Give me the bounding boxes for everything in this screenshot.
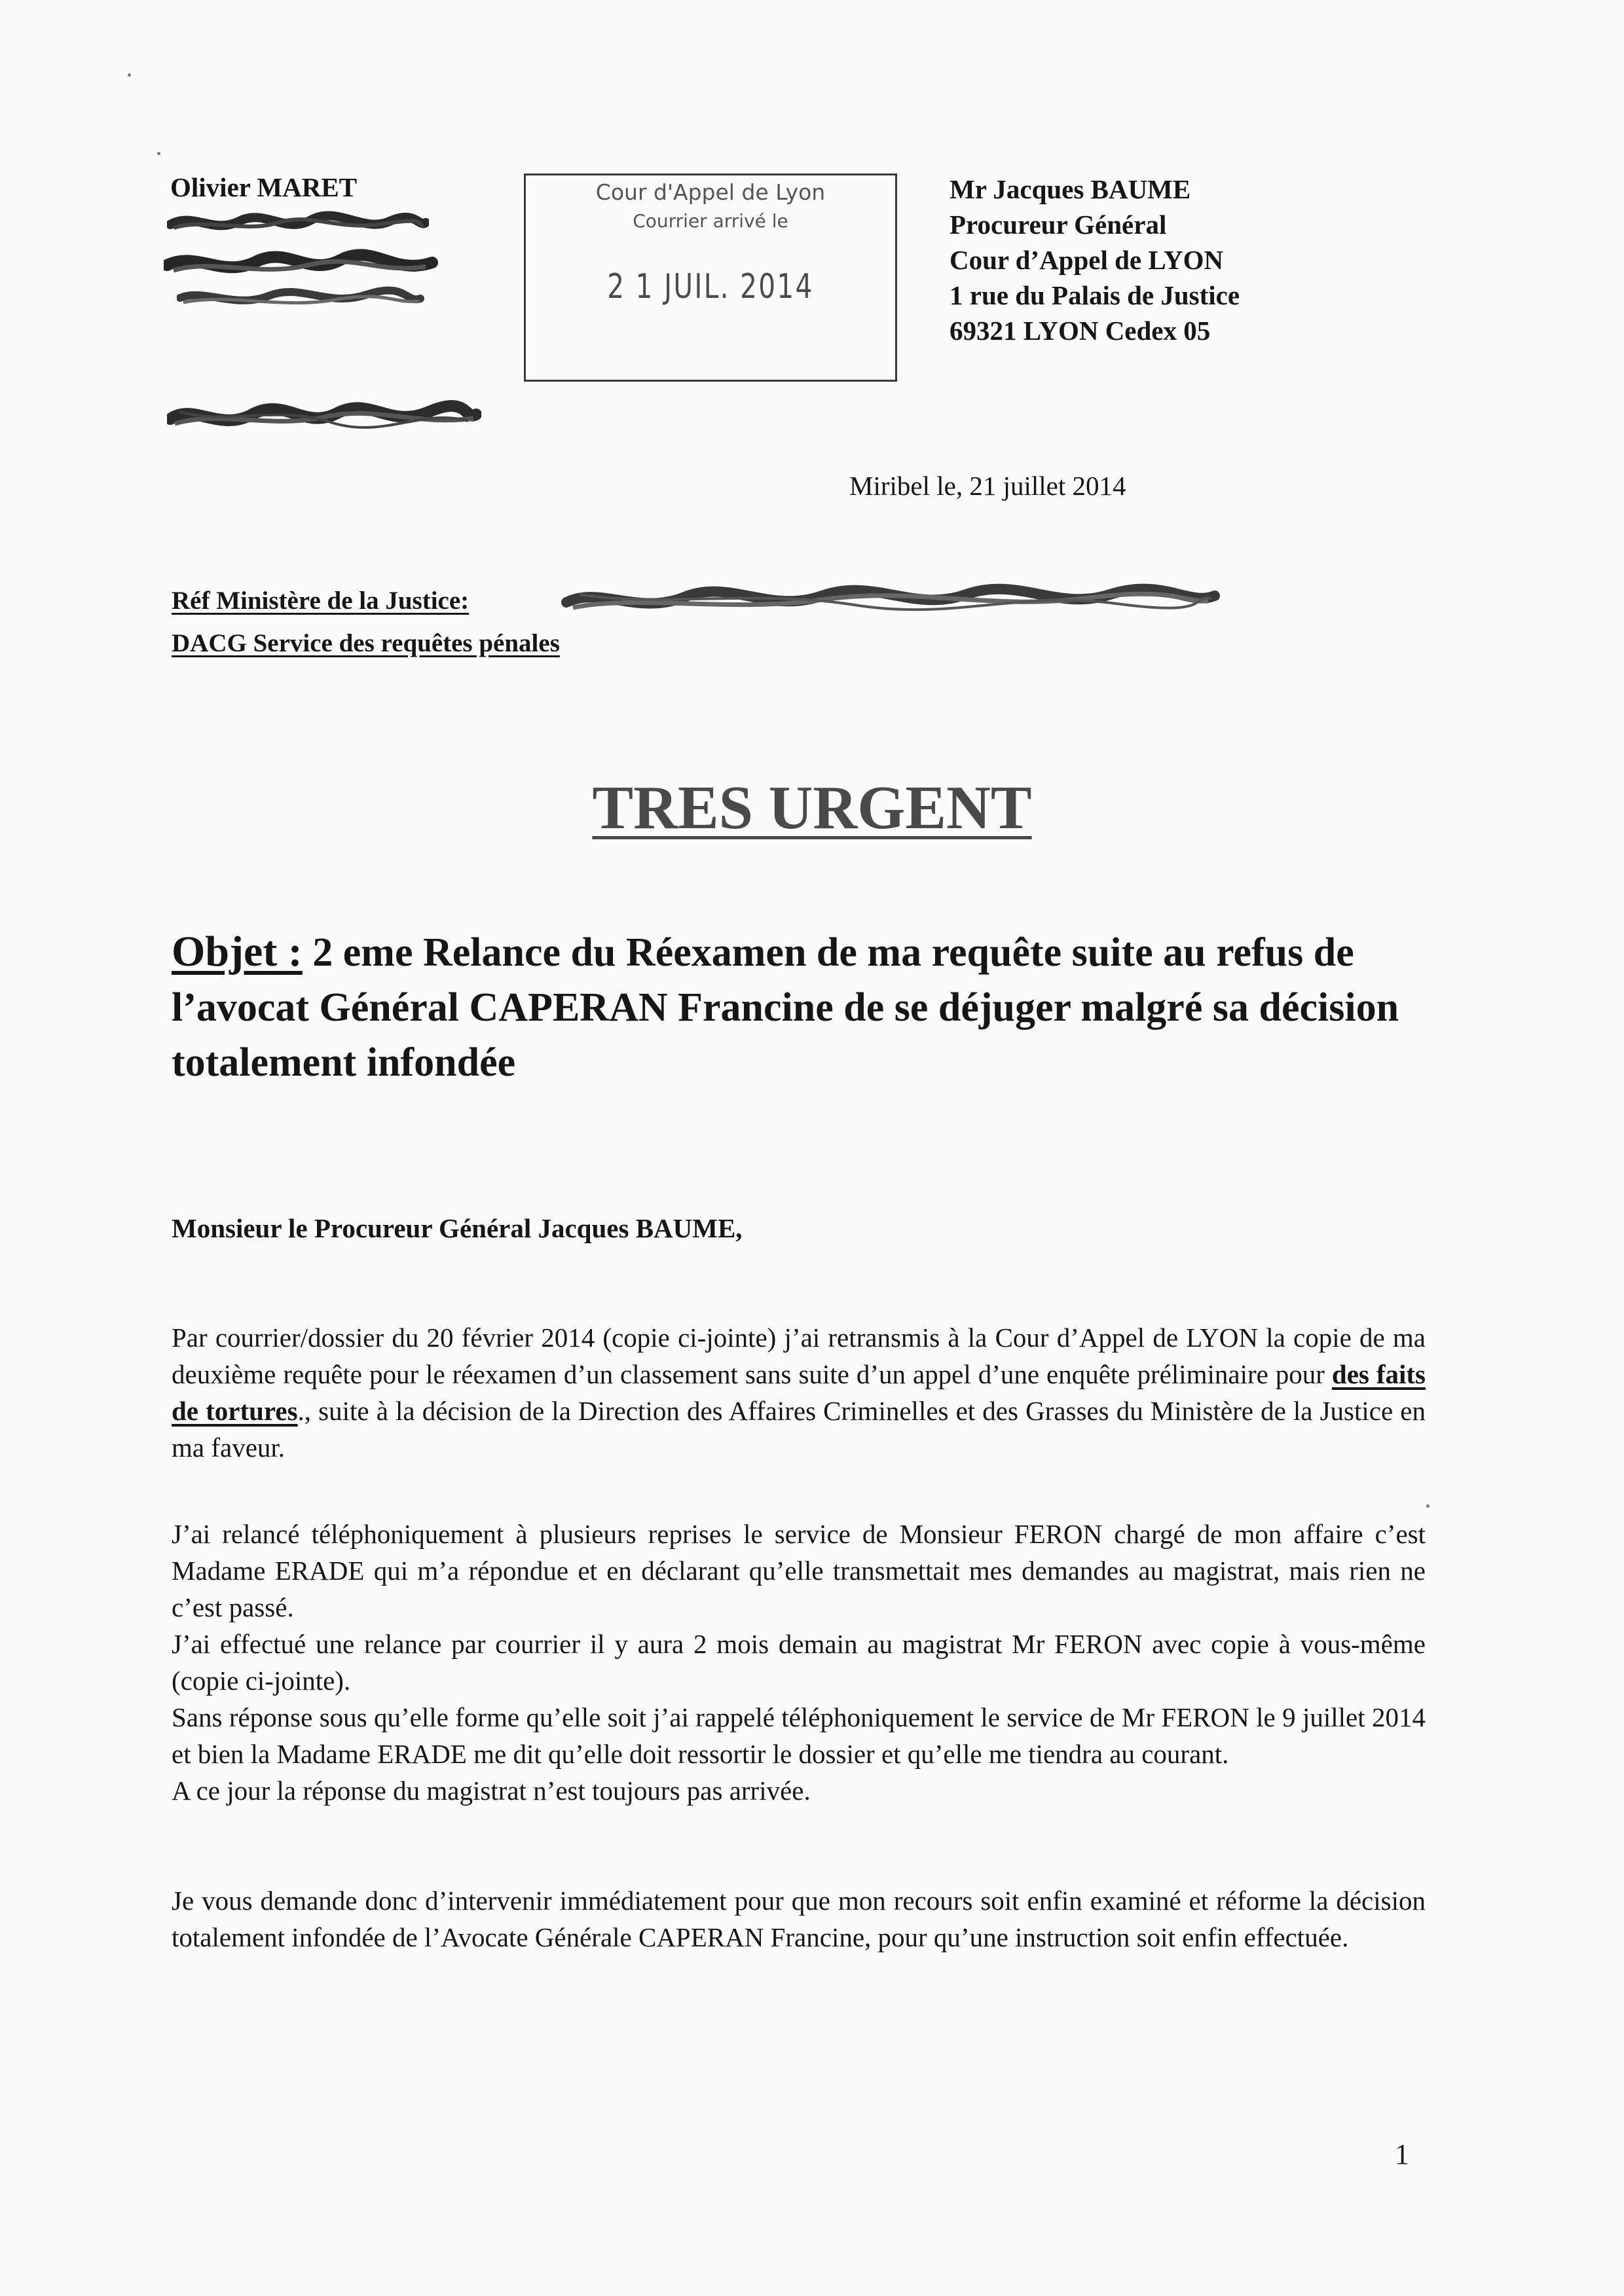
recipient-address (950, 172, 1240, 348)
redacted-address-line-2 (164, 246, 439, 285)
paragraph-2-line-3: Sans réponse sous qu’elle forme qu’elle soit j’ai rappelé téléphoniquement le service de Mr FERON le 9 juillet 2014 et bien la Madame ERADE me dit qu’elle doit ressortir le dossier et qu’elle me tiendra au courant. (172, 1702, 1426, 1769)
paragraph-2-line-1: J’ai relancé téléphoniquement à plusieurs reprises le service de Monsieur FERON chargé de mon affaire c’est Madame ERADE qui m’a répondue et en déclarant qu’elle transmettait mes demandes au magistrat, mais rien ne c’est passé. (172, 1519, 1426, 1622)
subject-label: Objet : (172, 928, 303, 975)
paragraph-1-before: Par courrier/dossier du 20 février 2014 (copie ci-jointe) j’ai retransmis à la Cour d’Appel de LYON la copie de ma deuxième requête pour le réexamen d’un classement sans suite d’un appel d’une enquête préliminaire pour (172, 1322, 1426, 1389)
paragraph-1-after: ., suite à la décision de la Direction des Affaires Criminelles et des Grasses du Ministère de la Justice en ma faveur. (172, 1396, 1426, 1463)
sender-name: Olivier MARET (170, 172, 358, 202)
urgent-title: TRES URGENT (592, 774, 1032, 842)
paragraph-2-line-2: J’ai effectué une relance par courrier il y aura 2 mois demain au magistrat Mr FERON avec copie à vous-même (copie ci-jointe). (172, 1629, 1426, 1696)
recipient-title: Procureur Général (950, 210, 1167, 240)
scan-speck (157, 152, 160, 155)
paragraph-1-emphasis: des faits de tortures (172, 1359, 1426, 1426)
recipient-street: 1 rue du Palais de Justice (950, 280, 1240, 310)
salutation: Monsieur le Procureur Général Jacques BAUME, (172, 1213, 743, 1243)
reference-service: DACG Service des requêtes pénales (172, 629, 560, 657)
recipient-city: 69321 LYON Cedex 05 (950, 316, 1211, 346)
reference-ministry: Réf Ministère de la Justice: (172, 587, 470, 615)
paragraph-2-line-4: A ce jour la réponse du magistrat n’est toujours pas arrivée. (172, 1776, 811, 1806)
paragraph-2 (172, 1516, 1426, 1809)
redacted-reference-number (560, 576, 1221, 622)
reception-stamp (524, 173, 897, 382)
place-date: Miribel le, 21 juillet 2014 (849, 471, 1126, 501)
recipient-name: Mr Jacques BAUME (950, 174, 1191, 204)
stamp-date: 2 1 JUIL. 2014 (607, 267, 814, 306)
recipient-court: Cour d’Appel de LYON (950, 245, 1224, 275)
scan-speck (1426, 1504, 1430, 1508)
scan-speck (128, 73, 131, 77)
redacted-address-line-3 (177, 282, 426, 314)
stamp-received-label: Courrier arrivé le (633, 210, 788, 232)
redacted-phone (167, 396, 481, 439)
stamp-court-name: Cour d'Appel de Lyon (595, 179, 826, 205)
page-number: 1 (1395, 2138, 1409, 2170)
paragraph-1 (172, 1319, 1426, 1466)
redacted-address-line-1 (167, 208, 429, 241)
subject (172, 924, 1429, 1090)
paragraph-3: Je vous demande donc d’intervenir immédiatement pour que mon recours soit enfin examiné et réforme la décision totalement infondée de l’Avocate Générale CAPERAN Francine, pour qu’une instruction soit enfin effectuée. (172, 1886, 1426, 1952)
subject-text: 2 eme Relance du Réexamen de ma requête suite au refus de l’avocat Général CAPERAN Francine de se déjuger malgré sa décision totalement infondée (172, 930, 1399, 1085)
